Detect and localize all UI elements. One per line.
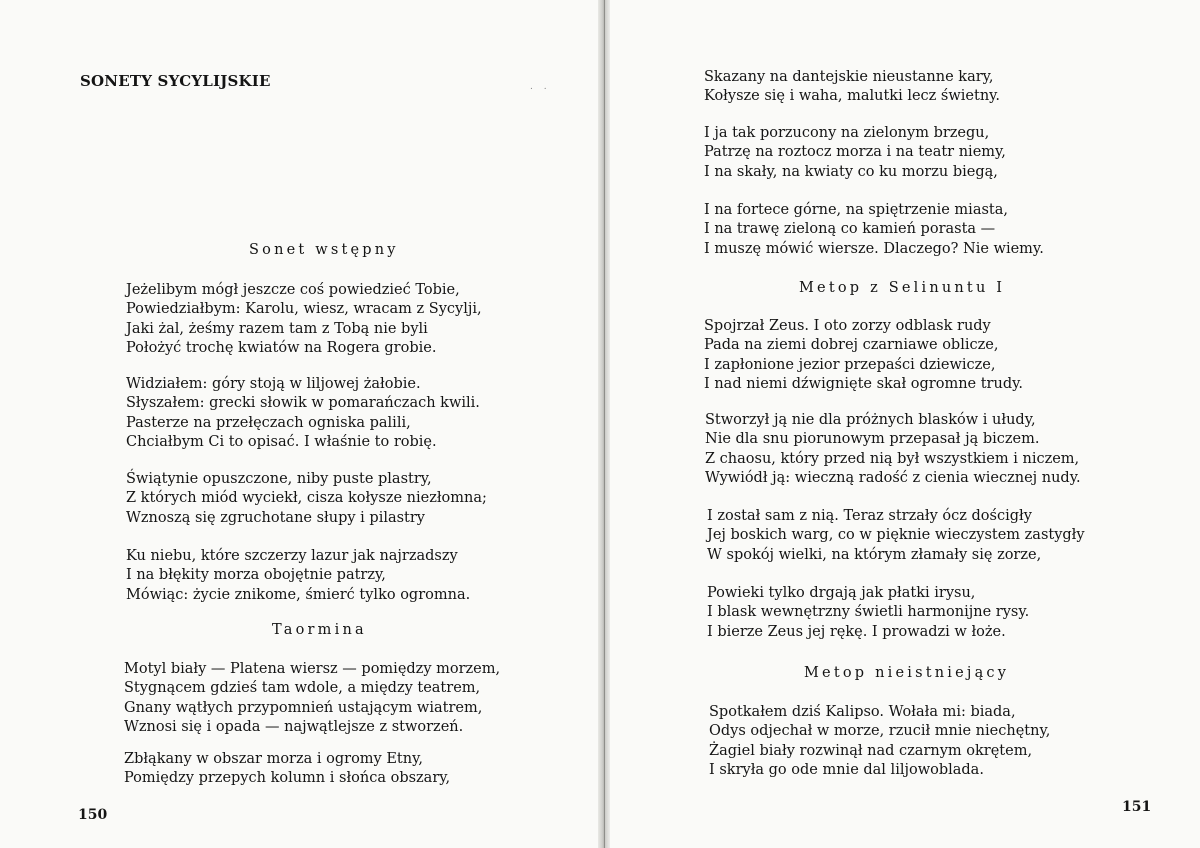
verse-line: I na błękity morza obojętnie patrzy, (126, 567, 386, 584)
verse-line: I nad niemi dźwignięte skał ogromne trudy. (704, 375, 1023, 392)
verse-line: Wznosi się i opada — najwątlejsze z stworzeń. (124, 718, 464, 735)
verse-line: Nie dla snu piorunowym przepasał ją biczem. (705, 431, 1040, 448)
verse-line: Jej boskich warg, co w pięknie wieczystem zastygły (707, 527, 1085, 544)
stanza (707, 507, 1085, 565)
verse-line: Pasterze na przełęczach ogniska palili, (126, 414, 411, 431)
verse-line: Pada na ziemi dobrej czarniawe oblicze, (704, 337, 999, 354)
verse-line: Spotkałem dziś Kalipso. Wołała mi: biada, (709, 704, 1016, 720)
poem-title-taormina: Taormina (272, 622, 367, 638)
section-title: SONETY SYCYLIJSKIE (80, 72, 271, 90)
poem-title-sonet-wstepny: Sonet wstępny (249, 242, 399, 258)
poem-title-metop-nieistniejacy: Metop nieistniejący (804, 665, 1010, 681)
stanza (126, 375, 480, 452)
verse-line: W spokój wielki, na którym złamały się zorze, (707, 546, 1042, 563)
verse-line: Położyć trochę kwiatów na Rogera grobie. (126, 339, 437, 356)
page-number: 151 (1122, 799, 1152, 815)
verse-line: Stygnącem gdzieś tam wdole, a między teatrem, (124, 680, 481, 697)
verse-line: Świątynie opuszczone, niby puste plastry, (126, 471, 432, 487)
verse-line: Mówiąc: życie znikome, śmierć tylko ogromna. (126, 586, 471, 603)
verse-line: Skazany na dantejskie nieustanne kary, (704, 69, 994, 85)
verse-line: I ja tak porzucony na zielonym brzegu, (704, 125, 990, 141)
verse-line: Pomiędzy przepych kolumn i słońca obszary, (124, 770, 451, 787)
stanza (704, 124, 1006, 182)
verse-line: Wywiódł ją: wieczną radość z cienia wiecznej nudy. (705, 469, 1081, 486)
stanza (704, 317, 1023, 394)
verse-line: Zbłąkany w obszar morza i ogromy Etny, (124, 751, 423, 767)
stanza (709, 703, 1050, 780)
verse-line: Odys odjechał w morze, rzucił mnie niechętny, (709, 723, 1051, 740)
verse-line: Gnany wątłych przypomnień ustającym wiatrem, (124, 699, 483, 716)
verse-line: Powieki tylko drgają jak płatki irysu, (707, 585, 976, 601)
stanza (126, 547, 470, 605)
scan-artifact: . . (530, 82, 551, 92)
stanza (124, 750, 450, 789)
verse-line: Spojrzał Zeus. I oto zorzy odblask rudy (704, 318, 991, 334)
stanza (707, 584, 1029, 642)
verse-line: Chciałbym Ci to opisać. I właśnie to robię. (126, 433, 437, 450)
verse-line: I bierze Zeus jej rękę. I prowadzi w łoże. (707, 623, 1006, 640)
verse-line: Słyszałem: grecki słowik w pomarańczach kwili. (126, 395, 480, 412)
stanza (704, 201, 1044, 259)
verse-line: Jaki żal, żeśmy razem tam z Tobą nie byli (126, 320, 428, 337)
stanza (126, 281, 482, 358)
stanza (704, 68, 1000, 107)
verse-line: I blask wewnętrzny świetli harmonijne rysy. (707, 604, 1030, 621)
verse-line: Żagiel biały rozwinął nad czarnym okrętem, (709, 742, 1033, 759)
verse-line: I został sam z nią. Teraz strzały ócz dościgły (707, 508, 1032, 524)
verse-line: I muszę mówić wiersze. Dlaczego? Nie wiemy. (704, 240, 1044, 257)
verse-line: I na fortece górne, na spiętrzenie miasta, (704, 202, 1008, 218)
verse-line: I na skały, na kwiaty co ku morzu biegą, (704, 163, 998, 180)
verse-line: Patrzę na roztocz morza i na teatr niemy, (704, 144, 1006, 161)
verse-line: Ku niebu, które szczerzy lazur jak najrzadszy (126, 548, 458, 564)
verse-line: Z chaosu, który przed nią był wszystkiem i niczem, (705, 450, 1080, 467)
page-number: 150 (78, 807, 108, 823)
stanza (705, 411, 1081, 488)
verse-line: Widziałem: góry stoją w liljowej żałobie. (126, 376, 421, 392)
gutter-divider (604, 0, 605, 848)
verse-line: Motyl biały — Platena wiersz — pomiędzy morzem, (124, 661, 501, 677)
verse-line: Wznoszą się zgruchotane słupy i pilastry (126, 509, 425, 526)
verse-line: I na trawę zieloną co kamień porasta — (704, 221, 996, 238)
verse-line: I zapłonione jezior przepaści dziewicze, (704, 356, 996, 373)
stanza (124, 660, 500, 737)
right-page (608, 0, 1200, 848)
poem-title-metop-selinuntu: Metop z Selinuntu I (799, 280, 1006, 296)
verse-line: Powiedziałbym: Karolu, wiesz, wracam z Sycylji, (126, 301, 482, 318)
verse-line: I skryła go ode mnie dal liljowoblada. (709, 761, 984, 778)
verse-line: Stworzył ją nie dla próżnych blasków i ułudy, (705, 412, 1036, 428)
stanza (126, 470, 487, 528)
verse-line: Z których miód wyciekł, cisza kołysze niezłomna; (126, 490, 487, 507)
verse-line: Jeżelibym mógł jeszcze coś powiedzieć Tobie, (126, 282, 460, 298)
verse-line: Kołysze się i waha, malutki lecz świetny. (704, 88, 1001, 105)
